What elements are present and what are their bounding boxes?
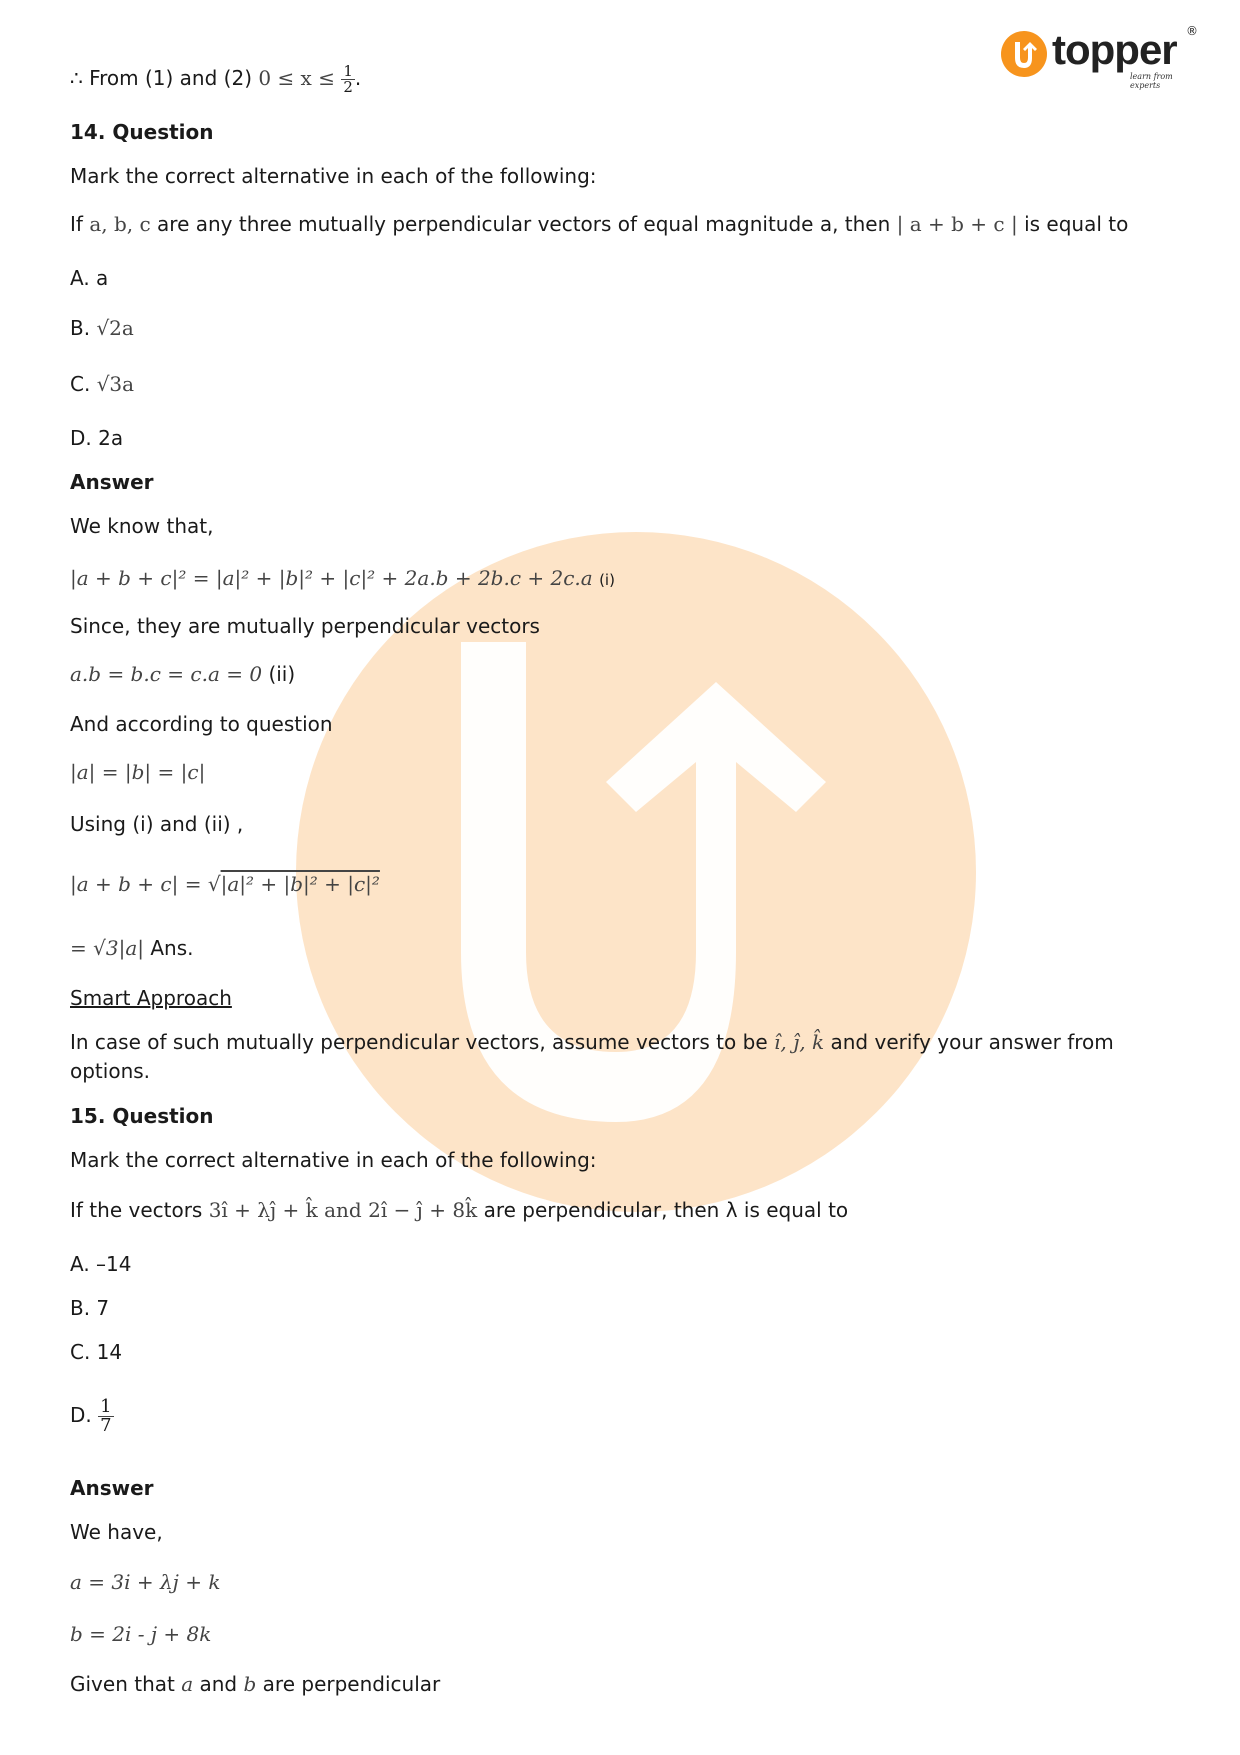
half-fraction xyxy=(341,64,355,95)
smart-text-2: and verify your answer from xyxy=(830,1030,1114,1054)
q15-stem-if: If the vectors xyxy=(70,1198,203,1222)
eq2-tag: (ii) xyxy=(268,662,296,686)
given-a: a xyxy=(181,1672,194,1696)
q14-option-b xyxy=(70,314,134,342)
using-text: Using (i) and (ii) , xyxy=(70,812,244,836)
eq4-rhs: |a|² + |b|² + |c|² xyxy=(220,872,380,896)
q14-option-c xyxy=(70,370,134,398)
q15-heading: 15. Question xyxy=(70,1104,214,1128)
stem-if: If xyxy=(70,212,83,236)
q15-d-num: 1 xyxy=(100,1396,112,1417)
q15-instruction: Mark the correct alternative in each of the following: xyxy=(70,1148,597,1172)
q15-option-d-fraction xyxy=(98,1398,113,1435)
option-b-label: B. xyxy=(70,316,91,340)
smart-approach-text-cont: options. xyxy=(70,1059,151,1083)
q14-answer-heading: Answer xyxy=(70,470,154,494)
eq1-math: |a + b + c|² = |a|² + |b|² + |c|² + 2a.b + 2b.c + 2c.a xyxy=(70,566,593,590)
inequality: 0 ≤ x ≤ xyxy=(258,66,335,90)
stem-vectors: a, b, c xyxy=(89,212,151,236)
q15-option-c: C. 14 xyxy=(70,1340,123,1364)
eq-a-math: a = 3i + λj + k xyxy=(70,1570,221,1594)
given-text xyxy=(70,1670,440,1698)
option-b-math: √2a xyxy=(96,316,134,340)
period: . xyxy=(354,66,362,90)
according-text: And according to question xyxy=(70,712,333,736)
smart-approach-heading: Smart Approach xyxy=(70,986,232,1010)
eq-b-math: b = 2i - j + 8k xyxy=(70,1622,212,1646)
q15-stem-math: 3î + λĵ + k̂ and 2î − ĵ + 8k̂ xyxy=(208,1198,478,1222)
top-conclusion xyxy=(70,64,361,95)
eq4-lhs: |a + b + c| = xyxy=(70,872,208,896)
q15-option-d-label: D. xyxy=(70,1403,92,1427)
stem-end: is equal to xyxy=(1024,212,1129,236)
q14-heading: 14. Question xyxy=(70,120,214,144)
q14-stem xyxy=(70,210,1128,238)
option-c-label: C. xyxy=(70,372,91,396)
equation-b xyxy=(70,1620,211,1648)
equation-5 xyxy=(70,934,193,962)
q14-option-a: A. a xyxy=(70,266,109,290)
from-text: ∴ From (1) and (2) xyxy=(70,66,252,90)
q15-stem xyxy=(70,1196,848,1224)
equation-3 xyxy=(70,758,205,786)
smart-approach-text xyxy=(70,1028,1114,1056)
logo-brand: topper xyxy=(1052,26,1177,73)
q15-stem-end: are perpendicular, then λ is equal to xyxy=(483,1198,849,1222)
q14-option-d: D. 2a xyxy=(70,426,124,450)
eq2-math: a.b = b.c = c.a = 0 xyxy=(70,662,263,686)
frac-num: 1 xyxy=(343,62,353,80)
sqrt-sign: √ xyxy=(207,872,221,896)
eq3-math: |a| = |b| = |c| xyxy=(70,760,206,784)
eq1-tag: (i) xyxy=(599,571,615,589)
option-c-math: √3a xyxy=(96,372,135,396)
given-b: b xyxy=(243,1672,257,1696)
topper-logo xyxy=(1000,24,1200,90)
equation-a xyxy=(70,1568,220,1596)
logo-registered: ® xyxy=(1186,24,1198,38)
given-and: and xyxy=(199,1672,238,1696)
q15-d-den: 7 xyxy=(100,1415,112,1436)
since-text: Since, they are mutually perpendicular vectors xyxy=(70,614,540,638)
frac-den: 2 xyxy=(343,78,353,96)
q15-option-b: B. 7 xyxy=(70,1296,110,1320)
equation-4 xyxy=(70,870,380,898)
smart-math: î, ĵ, k̂ xyxy=(773,1030,825,1054)
given-end: are perpendicular xyxy=(262,1672,441,1696)
logo-tagline: learn from experts xyxy=(1130,72,1173,90)
smart-text-1: In case of such mutually perpendicular vectors, assume vectors to be xyxy=(70,1030,768,1054)
equation-1 xyxy=(70,564,615,594)
we-know: We know that, xyxy=(70,514,214,538)
q15-option-d xyxy=(70,1398,114,1435)
eq5-math: = √3|a| xyxy=(70,936,144,960)
eq5-tag: Ans. xyxy=(150,936,194,960)
stem-mid: are any three mutually perpendicular vectors of equal magnitude a, then xyxy=(157,212,891,236)
q14-instruction: Mark the correct alternative in each of the following: xyxy=(70,164,597,188)
q15-answer-heading: Answer xyxy=(70,1476,154,1500)
given-1: Given that xyxy=(70,1672,175,1696)
equation-2 xyxy=(70,660,295,688)
stem-expr: | a + b + c | xyxy=(896,212,1018,236)
we-have: We have, xyxy=(70,1520,163,1544)
topper-logo-icon xyxy=(1000,30,1048,78)
q15-option-a: A. –14 xyxy=(70,1252,132,1276)
